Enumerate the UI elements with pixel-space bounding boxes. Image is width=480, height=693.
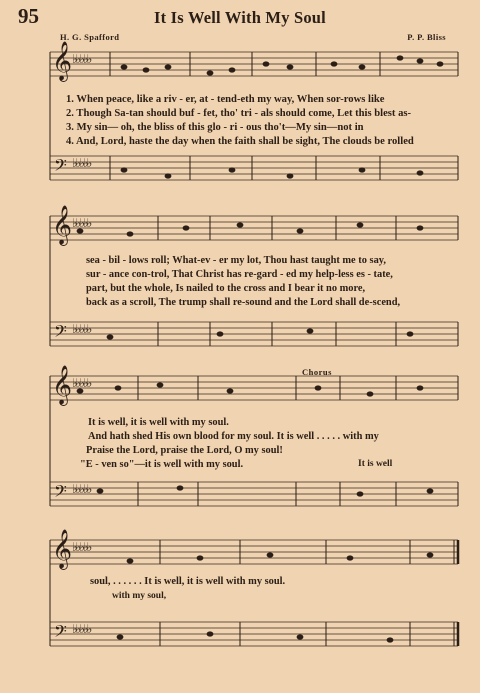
verse-line: part, but the whole, Is nailed to the cross and I bear it no more, [86, 283, 366, 294]
chorus-line: "E - ven so"—it is well with my soul. [80, 459, 244, 470]
chorus-line: And hath shed His own blood for my soul. It is well . . . . . with my [88, 431, 379, 442]
bass-clef-icon: 𝄢 [54, 481, 67, 505]
treble-clef-icon: 𝄞 [52, 529, 73, 569]
chorus-line: Praise the Lord, praise the Lord, O my soul! [86, 445, 283, 456]
verse-line: 2. Though Sa-tan should buf - fet, tho' tri - als should come, Let this blest as- [66, 108, 412, 119]
chorus-alt-lyric: It is well [358, 459, 393, 469]
key-signature-icon: ♭♭♭♭♭ [72, 322, 91, 336]
key-signature-icon: ♭♭♭♭♭ [72, 540, 91, 554]
verse-line: sur - ance con-trol, That Christ has re-gard - ed my help-less es - tate, [86, 269, 393, 280]
chorus-line: It is well, it is well with my soul. [88, 417, 229, 428]
system-2 [50, 216, 458, 346]
chorus-label: Chorus [302, 367, 332, 377]
key-signature-icon: ♭♭♭♭♭ [72, 622, 91, 636]
key-signature-icon: ♭♭♭♭♭ [72, 216, 91, 230]
bass-clef-icon: 𝄢 [54, 155, 67, 179]
hymn-number: 95 [18, 4, 39, 28]
key-signature-icon: ♭♭♭♭♭ [72, 52, 91, 66]
composer-credit: P. P. Bliss [407, 32, 446, 42]
verse-line: 3. My sin— oh, the bliss of this glo - ri - ous tho't—My sin—not in [66, 122, 364, 133]
verse-line: sea - bil - lows roll; What-ev - er my lot, Thou hast taught me to say, [86, 255, 386, 266]
key-signature-icon: ♭♭♭♭♭ [72, 376, 91, 390]
verse-line: 1. When peace, like a riv - er, at - tend-eth my way, When sor-rows like [66, 94, 385, 105]
bass-clef-icon: 𝄢 [54, 321, 67, 345]
chorus-line: soul, . . . . . . It is well, it is well with my soul. [90, 576, 286, 587]
key-signature-icon: ♭♭♭♭♭ [72, 156, 91, 170]
verse-line: 4. And, Lord, haste the day when the faith shall be sight, The clouds be rolled [66, 136, 414, 147]
hymn-title: It Is Well With My Soul [154, 8, 326, 27]
author-credit: H. G. Spafford [60, 32, 120, 42]
treble-clef-icon: 𝄞 [52, 365, 73, 405]
key-signature-icon: ♭♭♭♭♭ [72, 482, 91, 496]
verse-line: back as a scroll, The trump shall re-sound and the Lord shall de-scend, [86, 297, 401, 308]
bass-clef-icon: 𝄢 [54, 621, 67, 645]
treble-clef-icon: 𝄞 [52, 41, 73, 81]
chorus-line: with my soul, [112, 591, 167, 601]
treble-clef-icon: 𝄞 [52, 205, 73, 245]
